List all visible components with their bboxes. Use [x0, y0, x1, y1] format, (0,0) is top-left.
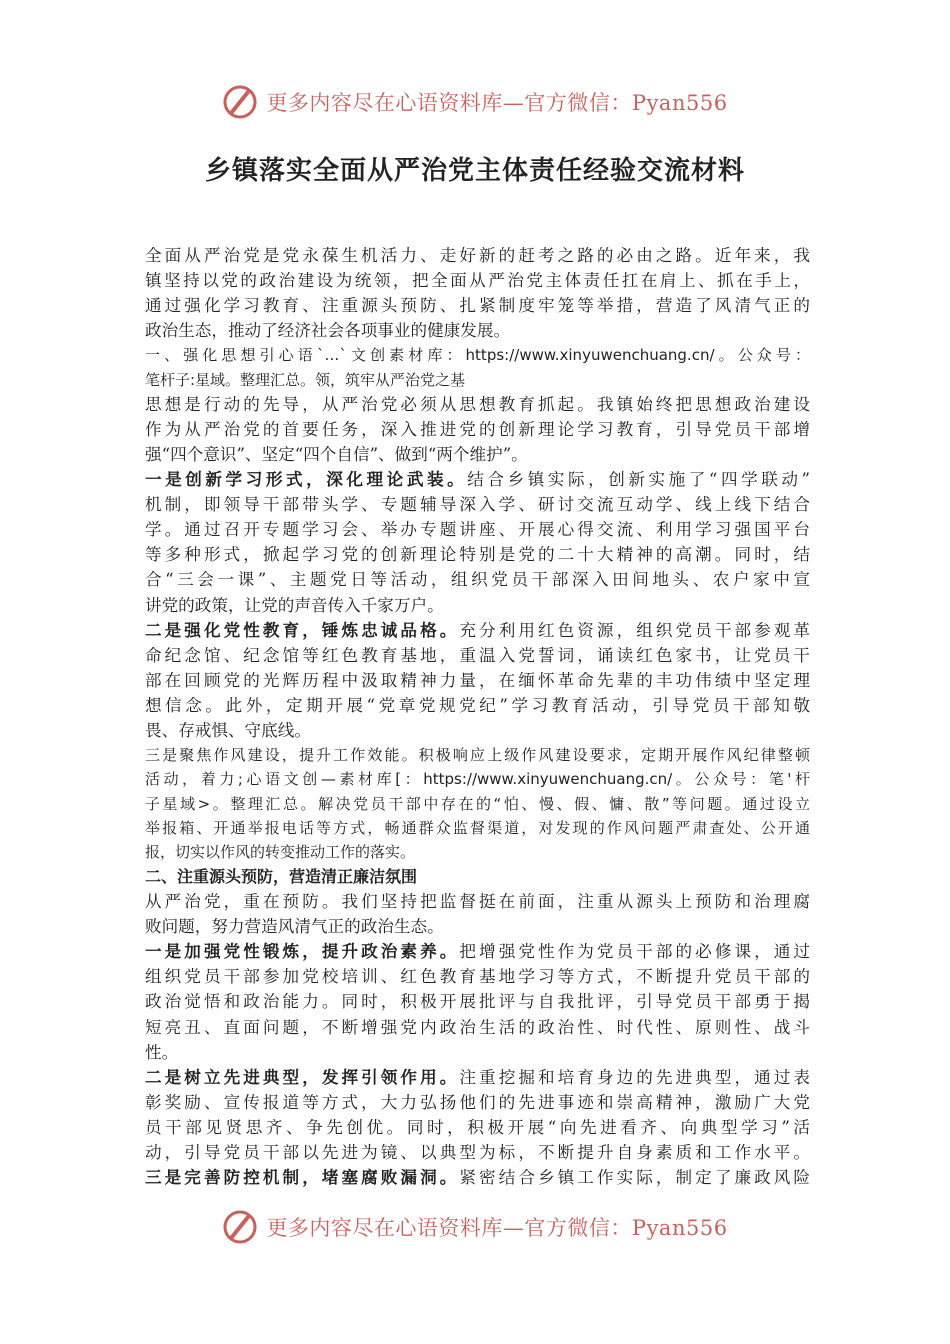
line-text: 组织党员干部参加党校培训、红色教育基地学习等方式，不断提升党员干部的	[145, 967, 810, 987]
line-text: 一、强化思想引心语`…`文创素材库：https://www.xinyuwenchuang.cn/。公众号：	[145, 346, 810, 365]
text-line	[145, 1065, 810, 1090]
line-text: 举报箱、开通举报电话等方式，畅通群众监督渠道，对发现的作风问题严肃查处、公开通	[145, 818, 810, 837]
text-line	[145, 417, 810, 442]
line-text: 性。	[145, 1042, 179, 1062]
line-text: 通过强化学习教育、注重源头预防、扎紧制度牢笼等举措，营造了风清气正的	[145, 296, 810, 316]
lead-phrase: 三是完善防控机制，堵塞腐败漏洞。	[145, 1168, 460, 1188]
text-line	[145, 243, 810, 268]
text-line	[145, 1040, 810, 1065]
line-text: 把增强党性作为党员干部的必修课，通过	[459, 942, 810, 962]
text-line	[145, 718, 810, 743]
text-line	[145, 643, 810, 668]
line-text: 想信念。此外，定期开展“党章党规党纪”学习教育活动，引导党员干部知敬	[145, 695, 810, 715]
text-line	[145, 1115, 810, 1140]
text-line	[145, 318, 810, 343]
text-line	[145, 368, 810, 392]
line-text: 从严治党，重在预防。我们坚持把监督挺在前面，注重从源头上预防和治理腐	[145, 892, 810, 912]
text-line	[145, 492, 810, 517]
line-text: 短亮丑、直面问题，不断增强党内政治生活的政治性、时代性、原则性、战斗	[145, 1017, 810, 1037]
lead-phrase: 二是树立先进典型，发挥引领作用。	[145, 1067, 460, 1087]
line-text: 讲党的政策，让党的声音传入千家万户。	[145, 595, 444, 615]
line-text: 三是聚焦作风建设，提升工作效能。积极响应上级作风建设要求，定期开展作风纪律整顿	[145, 746, 810, 765]
text-line	[145, 293, 810, 318]
line-text: 全面从严治党是党永葆生机活力、走好新的赶考之路的必由之路。近年来，我	[145, 246, 810, 265]
document-body	[145, 243, 810, 1190]
pen-logo-icon	[222, 1209, 258, 1245]
text-line	[145, 1015, 810, 1040]
line-text: 部在回顾党的光辉历程中汲取精神力量，在缅怀革命先辈的丰功伟绩中坚定理	[145, 670, 810, 690]
line-text: 笔杆子:星域。整理汇总。领，筑牢从严治党之基	[145, 370, 466, 389]
text-line	[145, 542, 810, 567]
line-text: 注重挖掘和培育身边的先进典型，通过表	[459, 1067, 810, 1087]
line-text: 机制，即领导干部带头学、专题辅导深入学、研讨交流互动学、线上线下结合	[145, 495, 810, 515]
text-line	[145, 392, 810, 417]
line-text: 彰奖励、宣传报道等方式，大力弘扬他们的先进事迹和崇高精神，激励广大党	[145, 1092, 810, 1112]
text-line	[145, 517, 810, 542]
text-line	[145, 939, 810, 964]
line-text: 报，切实以作风的转变推动工作的落实。	[145, 842, 416, 861]
text-line	[145, 268, 810, 293]
text-line	[145, 567, 810, 592]
text-line	[145, 767, 810, 791]
line-text: 作为从严治党的首要任务，深入推进党的创新理论学习教育，引导党员干部增	[145, 419, 810, 439]
text-line	[145, 442, 810, 467]
line-text: 等多种形式，掀起学习党的创新理论特别是党的二十大精神的高潮。同时，结	[145, 545, 810, 565]
line-text: 结合乡镇实际，创新实施了“四学联动”	[467, 470, 810, 490]
line-text: 命纪念馆、纪念馆等红色教育基地，重温入党誓词，诵读红色家书，让党员干	[145, 645, 810, 665]
header-banner	[0, 82, 950, 122]
banner-text: 更多内容尽在心语资料库—官方微信：Pyan556	[266, 1216, 728, 1240]
text-line	[145, 743, 810, 767]
text-line	[145, 816, 810, 840]
pen-logo-icon	[222, 84, 258, 120]
line-text: 二、注重源头预防，营造清正廉洁氛围	[145, 867, 418, 887]
lead-phrase: 一是创新学习形式，深化理论武装。	[145, 470, 468, 490]
text-line	[145, 1090, 810, 1115]
text-line	[145, 467, 810, 492]
line-text: 败问题，努力营造风清气正的政治生态。	[145, 917, 444, 937]
line-text: 动，引导党员干部以先进为镜、以典型为标，不断提升自身素质和工作水平。	[145, 1143, 810, 1163]
lead-phrase: 一是加强党性锻炼，提升政治素养。	[145, 942, 460, 962]
line-text: 政治生态，推动了经济社会各项事业的健康发展。	[145, 321, 511, 341]
line-text: 员干部见贤思齐、争先创优。同时，积极开展“向先进看齐、向典型学习”活	[145, 1117, 810, 1137]
lead-phrase: 二是强化党性教育，锤炼忠诚品格。	[145, 620, 460, 640]
line-text: 充分利用红色资源，组织党员干部参观革	[459, 620, 810, 640]
line-text: 紧密结合乡镇工作实际，制定了廉政风险	[459, 1168, 810, 1188]
text-line	[145, 914, 810, 939]
banner-text: 更多内容尽在心语资料库—官方微信：Pyan556	[266, 91, 728, 115]
line-text: 活动，着力;心语文创—素材库[：https://www.xinyuwenchuang.cn/。公众号：笔'杆	[145, 770, 810, 789]
text-line	[145, 668, 810, 693]
line-text: 子星域>。整理汇总。解决党员干部中存在的“怕、慢、假、慵、散”等问题。通过设立	[145, 794, 810, 813]
line-text: 思想是行动的先导，从严治党必须从思想教育抓起。我镇始终把思想政治建设	[145, 394, 810, 414]
text-line	[145, 964, 810, 989]
text-line	[145, 593, 810, 618]
document-title: 乡镇落实全面从严治党主体责任经验交流材料	[204, 156, 745, 186]
text-line	[145, 889, 810, 914]
line-text: 政治觉悟和政治能力。同时，积极开展批评与自我批评，引导党员干部勇于揭	[145, 992, 810, 1012]
line-text: 学。通过召开专题学习会、举办专题讲座、开展心得交流、利用学习强国平台	[145, 520, 810, 540]
text-line	[145, 840, 810, 864]
text-line	[145, 1140, 810, 1165]
text-line	[145, 1165, 810, 1190]
line-text: 合“三会一课”、主题党日等活动，组织党员干部深入田间地头、农户家中宣	[145, 570, 810, 590]
line-text: 镇坚持以党的政治建设为统领，把全面从严治党主体责任扛在肩上、抓在手上，	[145, 271, 810, 291]
text-line	[145, 792, 810, 816]
footer-banner	[0, 1207, 950, 1247]
line-text: 畏、存戒惧、守底线。	[145, 721, 311, 740]
text-line	[145, 989, 810, 1014]
line-text: 强“四个意识”、坚定“四个自信”、做到“两个维护”。	[145, 444, 528, 464]
text-line	[145, 343, 810, 367]
text-line	[145, 693, 810, 718]
section-heading	[145, 864, 810, 889]
text-line	[145, 618, 810, 643]
